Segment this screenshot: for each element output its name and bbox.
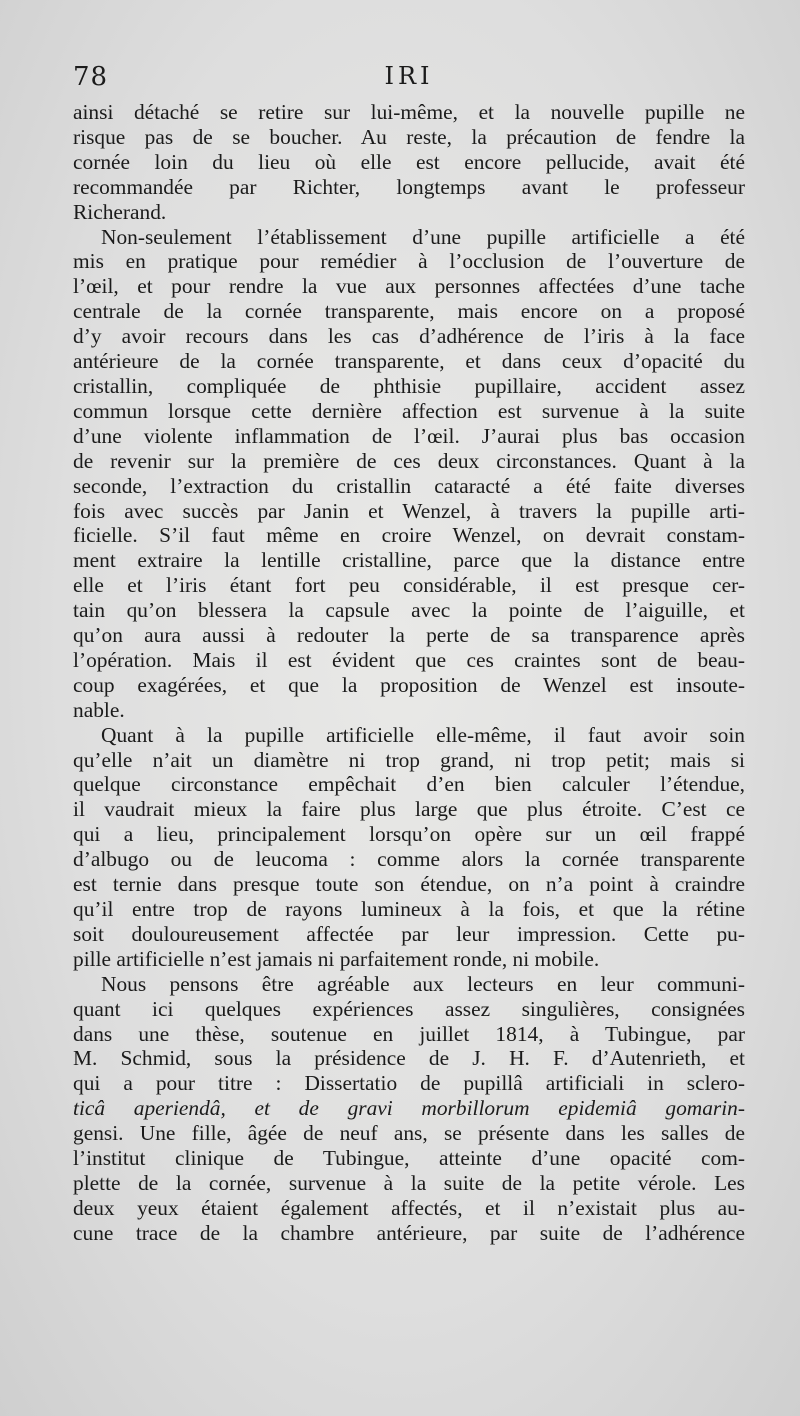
text-line: d’albugo ou de leucoma : comme alors la cornée transparente xyxy=(73,847,745,872)
paragraph xyxy=(73,225,745,723)
text-line: qui a pour titre : Dissertatio de pupillâ artificiali in sclero- xyxy=(73,1071,745,1096)
text-line: ficielle. S’il faut même en croire Wenzel, on devrait constam- xyxy=(73,523,745,548)
text-line: antérieure de la cornée transparente, et dans ceux d’opacité du xyxy=(73,349,745,374)
text-line: Non-seulement l’établissement d’une pupille artificielle a été xyxy=(101,224,745,249)
text-line: cune trace de la chambre antérieure, par suite de l’adhérence xyxy=(73,1220,745,1245)
text-line: il vaudrait mieux la faire plus large que plus étroite. C’est ce xyxy=(73,797,745,822)
text-line: coup exagérées, et que la proposition de Wenzel est insoute- xyxy=(73,672,745,697)
paragraph xyxy=(73,723,745,972)
text-line: gensi. Une fille, âgée de neuf ans, se présente dans les salles de xyxy=(73,1121,745,1146)
body-text xyxy=(73,100,745,1246)
text-line: l’œil, et pour rendre la vue aux personnes affectées d’une tache xyxy=(73,274,745,299)
text-line: risque pas de se boucher. Au reste, la précaution de fendre la xyxy=(73,124,745,149)
text-line: pille artificielle n’est jamais ni parfaitement ronde, ni mobile. xyxy=(73,946,600,971)
text-line: quelque circonstance empêchait d’en bien calculer l’étendue, xyxy=(73,772,745,797)
text-line: est ternie dans presque toute son étendue, on n’a point à craindre xyxy=(73,872,745,897)
text-line: l’institut clinique de Tubingue, atteinte d’une opacité com- xyxy=(73,1146,745,1171)
text-line: qu’il entre trop de rayons lumineux à la fois, et que la rétine xyxy=(73,897,745,921)
text-line: qui a lieu, principalement lorsqu’on opère sur un œil frappé xyxy=(73,822,745,847)
text-line: ment extraire la lentille cristalline, parce que la distance entre xyxy=(73,548,745,573)
text-line: recommandée par Richter, longtemps avant le professeur xyxy=(73,174,745,199)
text-line: qu’elle n’ait un diamètre ni trop grand, ni trop petit; mais si xyxy=(73,747,745,772)
page-header xyxy=(73,62,745,96)
text-line: tain qu’on blessera la capsule avec la pointe de l’aiguille, et xyxy=(73,598,745,623)
text-line: Nous pensons être agréable aux lecteurs en leur communi- xyxy=(101,971,745,996)
text-line: l’opération. Mais il est évident que ces craintes sont de beau- xyxy=(73,647,745,672)
text-line: centrale de la cornée transparente, mais encore on a proposé xyxy=(73,299,745,324)
text-line: soit douloureusement affectée par leur impression. Cette pu- xyxy=(73,921,745,946)
text-line: seconde, l’extraction du cristallin cataracté a été faite diverses xyxy=(73,473,745,498)
text-line: commun lorsque cette dernière affection est survenue à la suite xyxy=(73,398,745,423)
text-line: elle et l’iris étant fort peu considérable, il est presque cer- xyxy=(73,573,745,598)
text-line: fois avec succès par Janin et Wenzel, à travers la pupille arti- xyxy=(73,498,745,523)
text-line: nable. xyxy=(73,697,125,722)
text-line: d’y avoir recours dans les cas d’adhérence de l’iris à la face xyxy=(73,324,745,349)
paragraph xyxy=(73,972,745,1246)
paragraph xyxy=(73,100,745,225)
text-line: qu’on aura aussi à redouter la perte de sa transparence après xyxy=(73,623,745,648)
page-number: 78 xyxy=(73,62,109,92)
text-line: ticâ aperiendâ, et de gravi morbillorum epidemiâ gomarin- xyxy=(73,1096,745,1121)
text-line: dans une thèse, soutenue en juillet 1814, à Tubingue, par xyxy=(73,1021,745,1046)
text-line: M. Schmid, sous la présidence de J. H. F. d’Autenrieth, et xyxy=(73,1046,745,1071)
text-line: cornée loin du lieu où elle est encore pellucide, avait été xyxy=(73,149,745,174)
text-line: deux yeux étaient également affectés, et il n’existait plus au- xyxy=(73,1195,745,1220)
text-line: de revenir sur la première de ces deux circonstances. Quant à la xyxy=(73,448,745,473)
text-line: plette de la cornée, survenue à la suite de la petite vérole. Les xyxy=(73,1170,745,1195)
text-line: cristallin, compliquée de phthisie pupillaire, accident assez xyxy=(73,373,745,398)
running-head: IRI xyxy=(384,62,434,90)
text-line: Richerand. xyxy=(73,199,167,224)
text-line: quant ici quelques expériences assez singulières, consignées xyxy=(73,996,745,1021)
text-line: d’une violente inflammation de l’œil. J’aurai plus bas occasion xyxy=(73,423,745,448)
text-line: ainsi détaché se retire sur lui-même, et la nouvelle pupille ne xyxy=(73,100,745,124)
text-line: Quant à la pupille artificielle elle-même, il faut avoir soin xyxy=(101,722,745,747)
text-line: mis en pratique pour remédier à l’occlusion de l’ouverture de xyxy=(73,249,745,274)
